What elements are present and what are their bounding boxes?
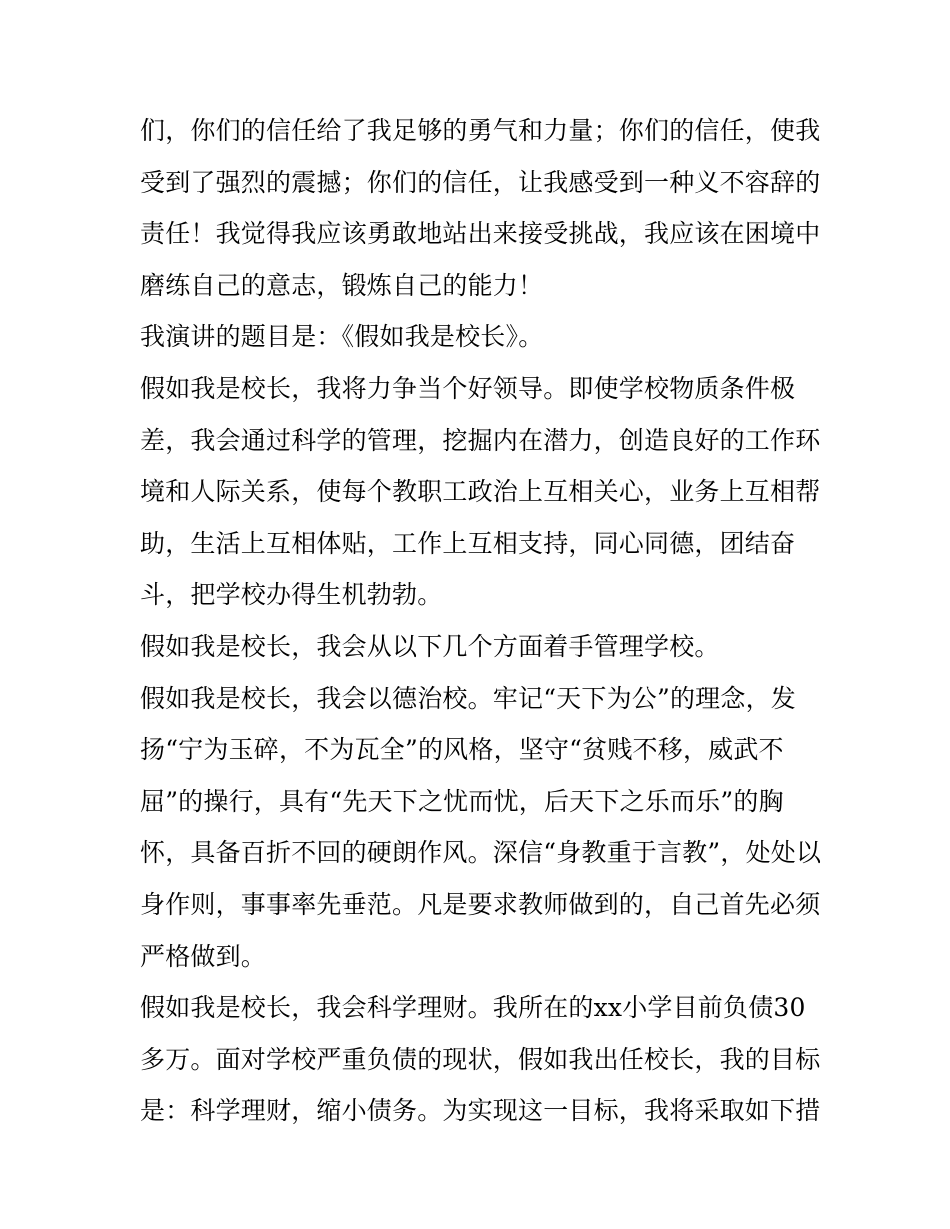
text-line: 责任！我觉得我应该勇敢地站出来接受挑战，我应该在困境中	[140, 219, 821, 249]
text-line: 假如我是校长，我会科学理财。我所在的xx小学目前负债30	[140, 993, 806, 1023]
text-line: 假如我是校长，我会从以下几个方面着手管理学校。	[140, 631, 720, 661]
text-line: 假如我是校长，我会以德治校。牢记“天下为公”的理念，发	[140, 683, 796, 713]
text-line: 斗，把学校办得生机勃勃。	[140, 580, 443, 610]
text-line: 屈”的操行，具有“先天下之忧而忧，后天下之乐而乐”的胸	[140, 786, 784, 816]
text-line: 扬“宁为玉碎，不为瓦全”的风格，坚守“贫贱不移，威武不	[140, 735, 784, 765]
text-line: 假如我是校长，我将力争当个好领导。即使学校物质条件极	[140, 373, 796, 403]
text-line: 助，生活上互相体贴，工作上互相支持，同心同德，团结奋	[140, 528, 796, 558]
text-line: 们，你们的信任给了我足够的勇气和力量；你们的信任，使我	[140, 116, 821, 145]
text-line: 磨练自己的意志，锻炼自己的能力！	[140, 270, 544, 300]
document-body	[140, 105, 820, 1137]
text-line: 我演讲的题目是：《假如我是校长》。	[140, 322, 544, 352]
text-line: 严格做到。	[140, 941, 267, 971]
text-line: 多万。面对学校严重负债的现状，假如我出任校长，我的目标	[140, 1044, 821, 1074]
text-line: 身作则，事事率先垂范。凡是要求教师做到的，自己首先必须	[140, 889, 821, 919]
text-line: 是：科学理财，缩小债务。为实现这一目标，我将采取如下措	[140, 1096, 821, 1126]
text-line: 差，我会通过科学的管理，挖掘内在潜力，创造良好的工作环	[140, 425, 821, 455]
text-line: 境和人际关系，使每个教职工政治上互相关心，业务上互相帮	[140, 477, 821, 507]
text-line: 受到了强烈的震撼；你们的信任，让我感受到一种义不容辞的	[140, 167, 821, 197]
text-line: 怀，具备百折不回的硬朗作风。深信“身教重于言教”，处处以	[140, 838, 822, 868]
